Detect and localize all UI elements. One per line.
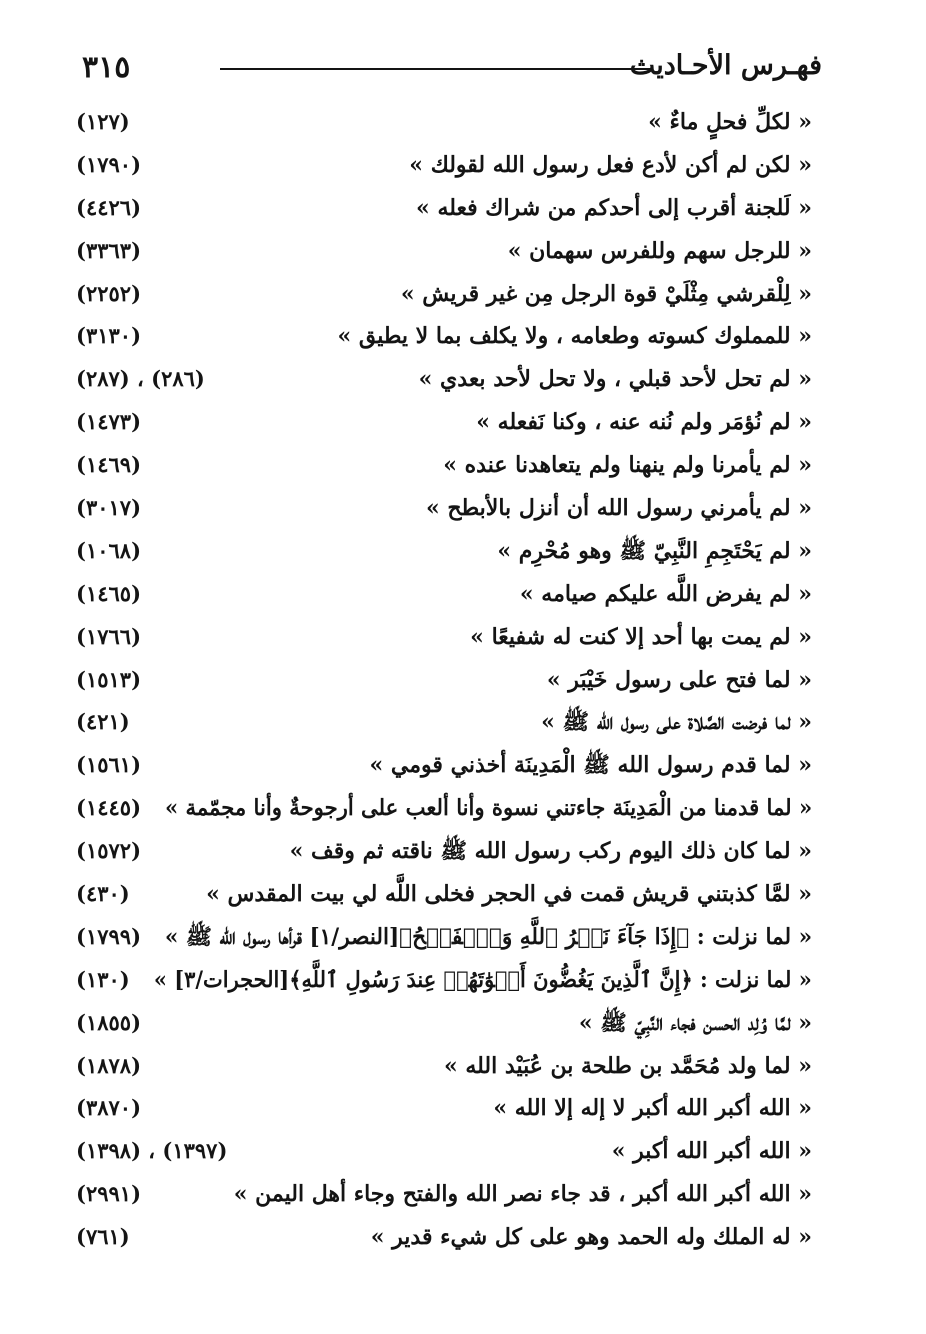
hadith-reference-number: (٣٨٧٠) xyxy=(76,1095,141,1121)
list-item xyxy=(70,1216,822,1259)
list-item xyxy=(70,1087,822,1130)
page-title: فهـرس الأحـاديث xyxy=(629,50,822,81)
hadith-reference-number: (١٥٧٢) xyxy=(76,838,141,864)
hadith-text: « للمملوك كسوته وطعامه ، ولا يكلف بما لا يطيق » xyxy=(337,323,812,350)
list-item xyxy=(70,573,822,616)
list-item xyxy=(70,230,822,273)
list-item xyxy=(70,444,822,487)
hadith-reference-number: (٢٩٩١) xyxy=(76,1181,141,1207)
hadith-index-list xyxy=(70,101,822,1259)
hadith-text: « الله أكبر الله أكبر » xyxy=(611,1138,812,1165)
header-rule xyxy=(220,68,652,70)
list-item xyxy=(70,701,822,744)
hadith-text: « لم نُؤمَر ولم نُنه عنه ، وكنا نَفعله » xyxy=(476,409,812,436)
hadith-text: « لما فتح على رسول خَيْبَر » xyxy=(546,666,812,693)
hadith-text: « لما قدم رسول الله ﷺ الْمَدِينَة أخذني قومي » xyxy=(369,752,812,779)
page-header xyxy=(60,48,830,94)
hadith-text: « لم يفرض اللَّه عليكم صيامه » xyxy=(519,580,812,607)
list-item xyxy=(70,358,822,401)
list-item xyxy=(70,1130,822,1173)
hadith-text: « له الملك وله الحمد وهو على كل شيء قدير » xyxy=(370,1224,812,1251)
hadith-reference-number: (١٠٦٨) xyxy=(76,537,141,563)
hadith-reference-number: (٣٠١٧) xyxy=(76,495,141,521)
hadith-reference-number: (١٨٧٨) xyxy=(76,1052,141,1078)
hadith-text: « لِلْقرشي مِثْلَيْ قوة الرجل مِن غير قريش » xyxy=(400,280,812,307)
hadith-text: « لمَّا كذبتني قريش قمت في الحجر فخلى اللَّه لي بيت المقدس » xyxy=(206,881,812,908)
hadith-text: « لما فرضت الصَّلاة على رسول الله ﷺ » xyxy=(541,709,812,736)
hadith-reference-number: (١٢٧) xyxy=(76,109,130,134)
hadith-reference-number: (١٥٦١) xyxy=(76,752,141,778)
hadith-text: « للرجل سهم وللفرس سهمان » xyxy=(507,237,812,264)
hadith-text: « لم يَحْتَجِمِ النَّبِيّ ﷺ وهو مُحْرِم » xyxy=(497,537,812,564)
hadith-text: « لَلجنة أقرب إلى أحدكم من شراك فعله » xyxy=(416,194,812,221)
list-item xyxy=(70,787,822,830)
hadith-text: « لما نزلت : ﴿إِنَّ ٱلَّذِينَ يَغُضُّونَ أَصۡوَٰتَهُمۡ عِندَ رَسُولِ ٱللَّهِ﴾[الحجرات/٣] » xyxy=(154,966,812,993)
hadith-reference-number: (١٤٦٩) xyxy=(76,452,141,478)
hadith-reference-number: (١٧٩٩) xyxy=(76,923,141,949)
list-item xyxy=(70,873,822,916)
hadith-text: « لم يأمرني رسول الله أن أنزل بالأبطح » xyxy=(426,495,812,522)
list-item xyxy=(70,1002,822,1045)
hadith-reference-number: (١٤٦٥) xyxy=(76,580,141,606)
hadith-reference-number: (١٣٠) xyxy=(76,966,130,992)
list-item xyxy=(70,916,822,959)
hadith-text: « لما ولد مُحَمَّد بن طلحة بن عُبَيْد الله » xyxy=(443,1052,812,1079)
hadith-text: « لما نزلت : ﴿إِذَا جَآءَ نَصۡرُ ٱللَّهِ وَٱلۡفَتۡحُ﴾[النصر/١] قرأها رسول الله ﷺ » xyxy=(164,923,812,950)
hadith-text: « لكلِّ فحلٍ ماءٌ » xyxy=(648,109,812,135)
hadith-reference-number: (١٨٥٥) xyxy=(76,1009,141,1035)
list-item xyxy=(70,744,822,787)
hadith-reference-number: (١٥١٣) xyxy=(76,666,141,692)
hadith-reference-number: (٤٣٠) xyxy=(76,881,130,907)
list-item xyxy=(70,659,822,702)
hadith-reference-number: (١٤٧٣) xyxy=(76,409,141,435)
list-item xyxy=(70,487,822,530)
list-item xyxy=(70,273,822,316)
hadith-reference-number: (١٤٤٥) xyxy=(76,795,141,821)
hadith-reference-number: (١٣٩٧) ، (١٣٩٨) xyxy=(76,1138,228,1164)
hadith-reference-number: (٢٢٥٢) xyxy=(76,280,141,306)
hadith-text: « لما كان ذلك اليوم ركب رسول الله ﷺ ناقته ثم وقف » xyxy=(289,838,812,865)
hadith-text: « لمَّا وُلِد الحسن فجاء النَّبِيّ ﷺ » xyxy=(578,1009,812,1036)
list-item xyxy=(70,401,822,444)
hadith-text: « الله أكبر الله أكبر لا إله إلا الله » xyxy=(493,1095,812,1122)
list-item xyxy=(70,187,822,230)
hadith-reference-number: (٤٢١) xyxy=(76,709,130,735)
page-number: ٣١٥ xyxy=(82,50,131,85)
hadith-reference-number: (١٧٩٠) xyxy=(76,151,141,177)
hadith-text: « لم يأمرنا ولم ينهنا ولم يتعاهدنا عنده » xyxy=(443,452,812,479)
hadith-text: « الله أكبر الله أكبر ، قد جاء نصر الله والفتح وجاء أهل اليمن » xyxy=(233,1181,812,1208)
list-item xyxy=(70,616,822,659)
hadith-reference-number: (٧٦١) xyxy=(76,1224,130,1250)
list-item xyxy=(70,315,822,358)
list-item xyxy=(70,530,822,573)
list-item xyxy=(70,1045,822,1088)
hadith-text: « لما قدمنا من الْمَدِينَة جاءتني نسوة وأنا ألعب على أرجوحةٌ وأنا مجمّمة » xyxy=(164,795,812,822)
list-item xyxy=(70,830,822,873)
hadith-text: « لكن لم أكن لأدع فعل رسول الله لقولك » xyxy=(409,151,812,178)
hadith-text: « لم يمت بها أحد إلا كنت له شفيعًا » xyxy=(470,623,812,650)
list-item xyxy=(70,101,822,144)
hadith-reference-number: (٣٣٦٣) xyxy=(76,237,141,263)
list-item xyxy=(70,1173,822,1216)
list-item xyxy=(70,959,822,1002)
hadith-text: « لم تحل لأحد قبلي ، ولا تحل لأحد بعدي » xyxy=(418,366,812,393)
hadith-reference-number: (٤٤٢٦) xyxy=(76,194,141,220)
list-item xyxy=(70,144,822,187)
hadith-reference-number: (٢٨٦) ، (٢٨٧) xyxy=(76,366,205,392)
hadith-reference-number: (٣١٣٠) xyxy=(76,323,141,349)
hadith-reference-number: (١٧٦٦) xyxy=(76,623,141,649)
